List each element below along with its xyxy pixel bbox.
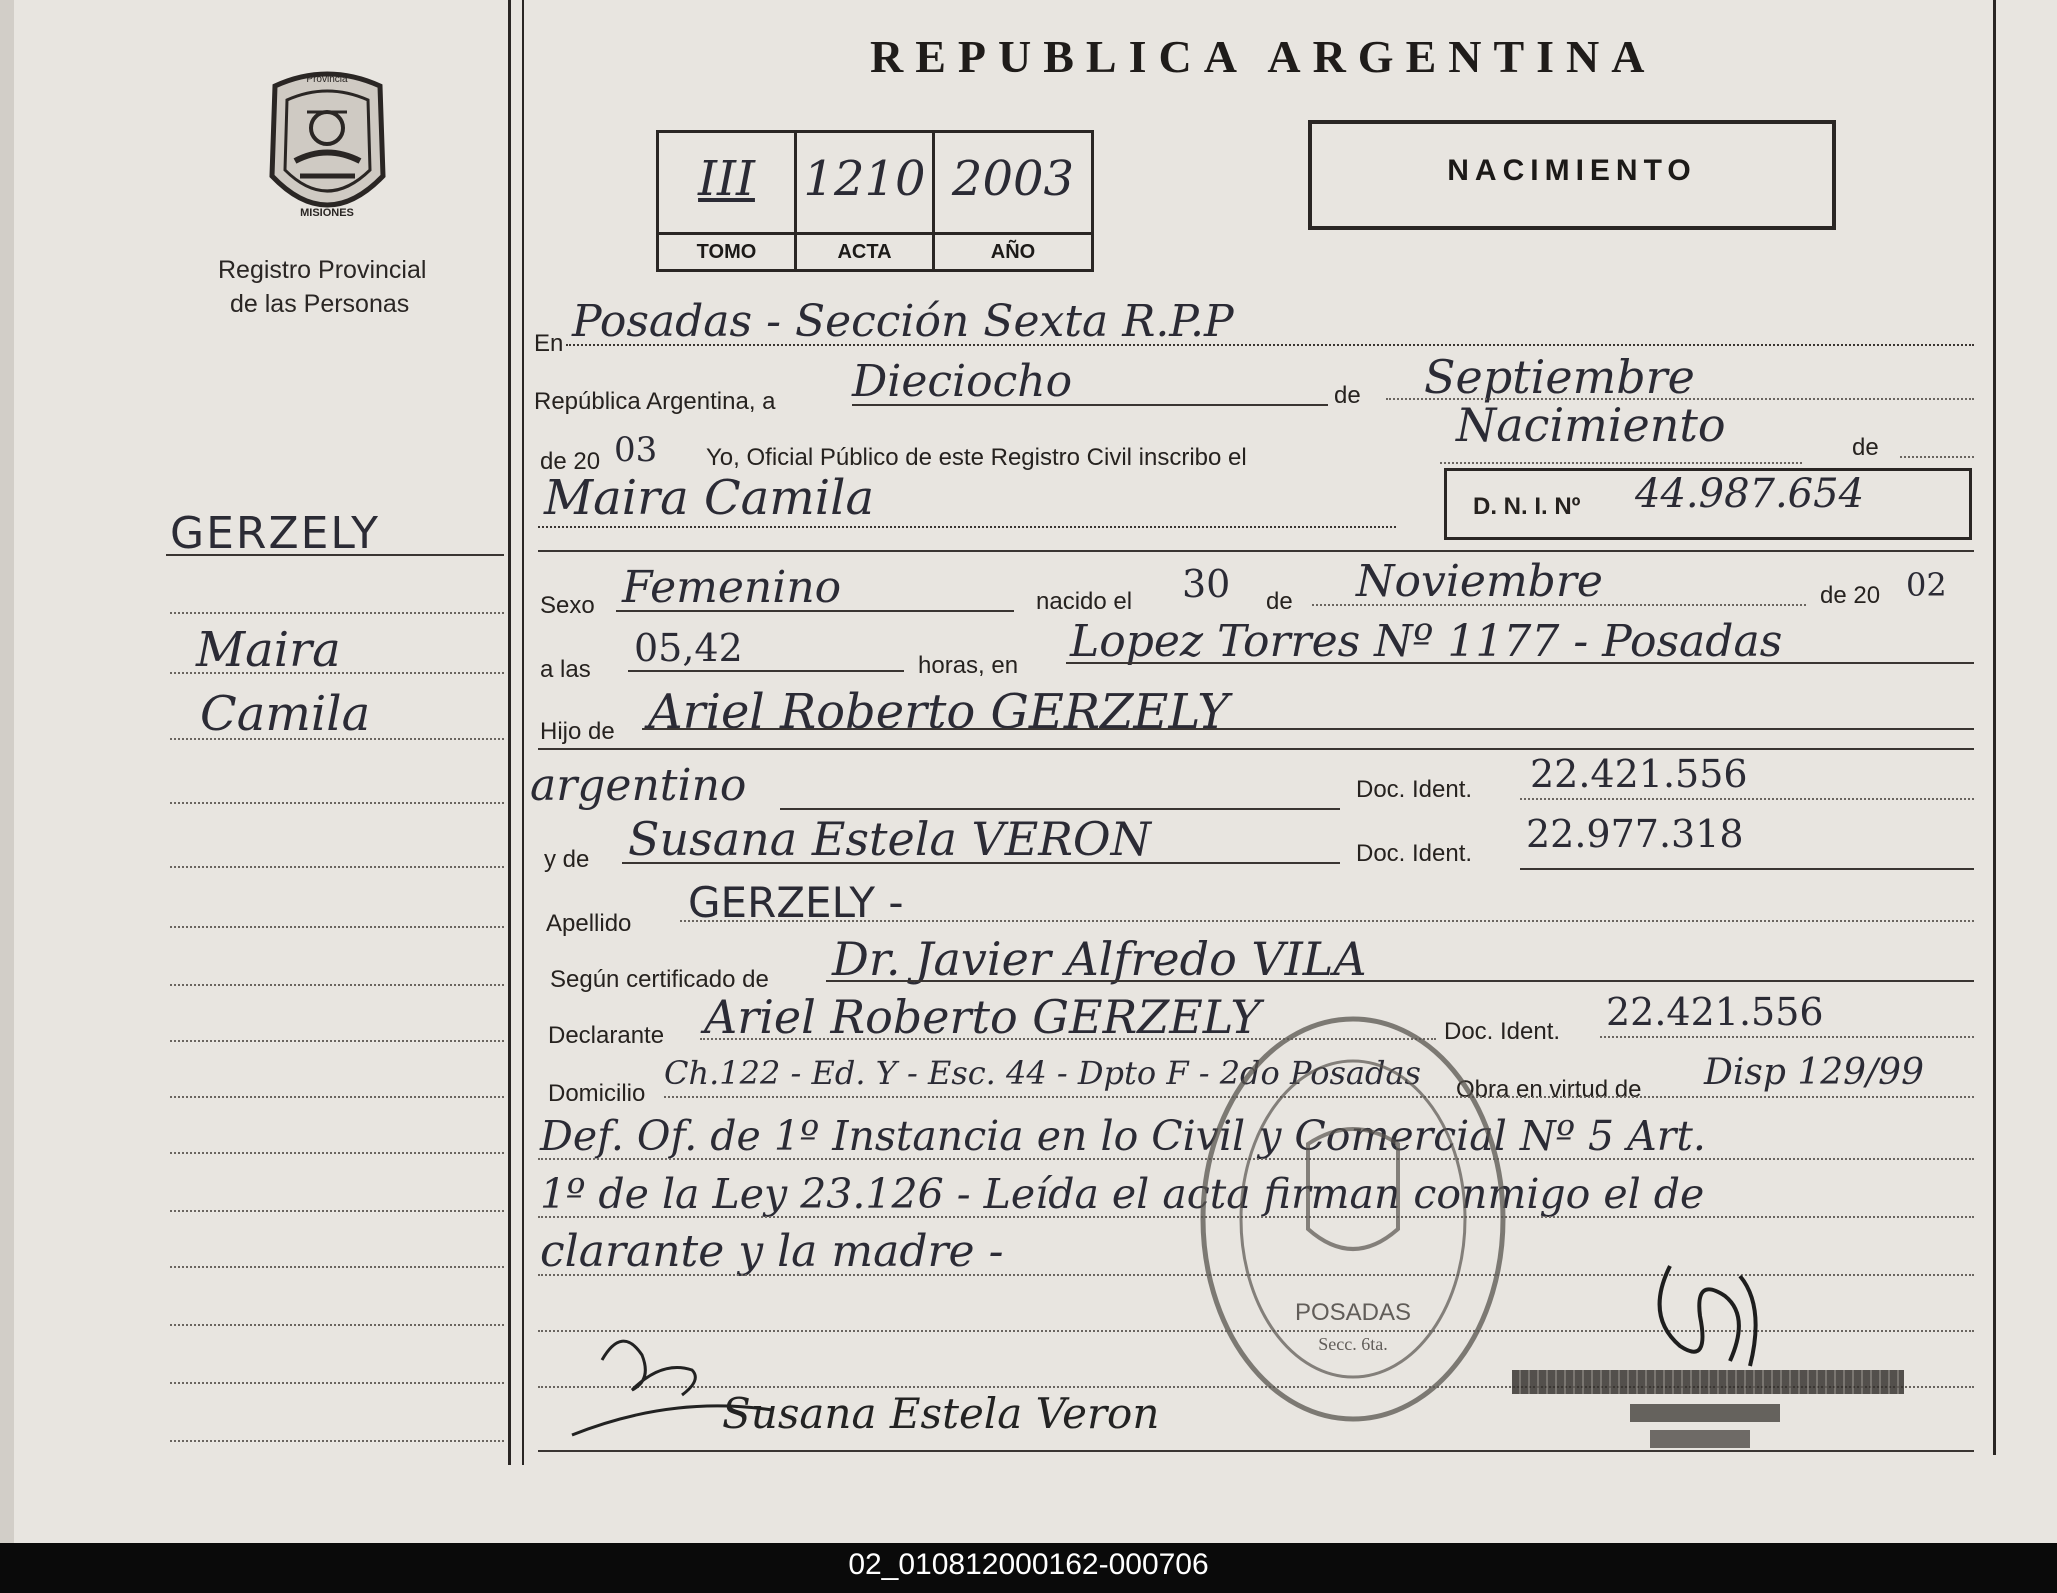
officer-stamp-block <box>1512 1370 1904 1454</box>
right-border <box>1993 0 1996 1455</box>
apellido-line <box>680 920 1974 922</box>
mother-name: Susana Estela VERON <box>628 812 1151 866</box>
margin-line <box>170 802 504 804</box>
ano-label: AÑO <box>935 232 1091 269</box>
event-line <box>1440 462 1802 464</box>
margin-line <box>170 1152 504 1154</box>
rule-line <box>538 748 1974 750</box>
column-divider-main <box>508 0 511 1465</box>
margin-surname-line <box>166 554 504 556</box>
birth-time-line <box>628 670 904 672</box>
margin-line <box>170 1440 504 1442</box>
a-las-label: a las <box>540 656 591 683</box>
margin-line <box>170 1096 504 1098</box>
ano-cell <box>935 133 1091 269</box>
sexo-line <box>616 610 1014 612</box>
horas-label: horas, en <box>918 652 1019 679</box>
birth-month: Noviembre <box>1356 556 1603 607</box>
page-edge <box>0 0 14 1543</box>
note-line-3: clarante y la madre - <box>540 1226 1004 1277</box>
birth-year-prefix: de 20 <box>1820 582 1881 609</box>
apellido-label: Apellido <box>546 910 632 937</box>
year-prefix: de 20 <box>540 448 601 475</box>
acta-cell <box>797 133 935 269</box>
seal-top-text: Provincia <box>306 74 348 85</box>
acta-value: 1210 <box>803 151 926 207</box>
mother-signature <box>552 1320 1312 1450</box>
apellido-value: GERZELY - <box>688 878 904 927</box>
domicilio-label: Domicilio <box>548 1080 646 1107</box>
father-doc-line <box>1520 798 1974 800</box>
margin-line <box>170 1382 504 1384</box>
place-line <box>566 344 1974 346</box>
margin-line <box>170 738 504 740</box>
mother-doc-label: Doc. Ident. <box>1356 840 1473 867</box>
en-label: En <box>534 330 564 357</box>
birth-place-line <box>1066 662 1974 664</box>
tomo-value: III <box>698 151 755 207</box>
obra-value: Disp 129/99 <box>1704 1052 1924 1093</box>
margin-line <box>170 1040 504 1042</box>
margin-line <box>170 1324 504 1326</box>
domicilio-value: Ch.122 - Ed. Y - Esc. 44 - Dpto F - 2do Posadas <box>664 1054 1421 1092</box>
seal-bottom-text: MISIONES <box>300 207 354 219</box>
margin-surname: GERZELY <box>170 508 380 559</box>
dni-value: 44.987.654 <box>1635 471 1865 517</box>
stamp-section: Secc. 6ta. <box>1318 1334 1388 1354</box>
declarante-name: Ariel Roberto GERZELY <box>704 990 1261 1044</box>
note-line-2: 1º de la Ley 23.126 - Leída el acta firman conmigo el de <box>540 1170 1705 1218</box>
declarante-doc: 22.421.556 <box>1606 990 1824 1034</box>
margin-line <box>170 866 504 868</box>
registry-name-line1: Registro Provincial <box>218 256 427 284</box>
sexo-label: Sexo <box>540 592 595 619</box>
month-written: Septiembre <box>1424 350 1695 404</box>
mother-name-line <box>622 862 1340 864</box>
archive-code: 02_010812000162-000706 <box>848 1548 1209 1581</box>
obra-label: Obra en virtud de <box>1456 1076 1642 1103</box>
margin-line <box>170 984 504 986</box>
event-line-tail <box>1900 456 1974 458</box>
child-name-line <box>538 526 1396 528</box>
declarante-label: Declarante <box>548 1022 665 1049</box>
father-doc: 22.421.556 <box>1530 752 1748 796</box>
note-line-1: Def. Of. de 1º Instancia en lo Civil y Comercial Nº 5 Art. <box>540 1112 1706 1160</box>
declarante-doc-label: Doc. Ident. <box>1444 1018 1561 1045</box>
birth-place: Lopez Torres Nº 1177 - Posadas <box>1070 616 1783 667</box>
yo-label: Yo, Oficial Público de este Registro Civil inscribo el <box>706 444 1247 471</box>
certificate-line <box>826 980 1974 982</box>
mother-doc: 22.977.318 <box>1526 812 1744 856</box>
document-title: REPUBLICA ARGENTINA <box>870 31 1657 82</box>
republica-label: República Argentina, a <box>534 388 776 415</box>
nationality-line <box>780 808 1340 810</box>
margin-line <box>170 672 504 674</box>
ano-value: 2003 <box>951 151 1075 207</box>
day-line <box>852 404 1328 406</box>
de-label-3: de <box>1266 588 1293 615</box>
father-name: Ariel Roberto GERZELY <box>648 684 1229 740</box>
place-value: Posadas - Sección Sexta R.P.P <box>572 296 1234 347</box>
margin-given-name-2: Camila <box>200 686 371 742</box>
nacido-label: nacido el <box>1036 588 1133 615</box>
father-nationality: argentino <box>530 760 747 811</box>
mother-doc-line <box>1520 868 1974 870</box>
registry-name-line2: de las Personas <box>230 290 410 318</box>
dni-label: D. N. I. Nº <box>1473 493 1581 520</box>
de-label-2: de <box>1852 434 1879 461</box>
acta-label: ACTA <box>797 232 932 269</box>
de-label-1: de <box>1334 382 1361 409</box>
registration-table <box>656 130 1094 272</box>
mother-signature-text: Susana Estela Veron <box>722 1389 1160 1438</box>
margin-line <box>170 1210 504 1212</box>
birth-month-line <box>1312 604 1806 606</box>
column-divider-margin <box>522 0 524 1465</box>
record-type-box <box>1308 120 1836 230</box>
segun-label: Según certificado de <box>550 966 769 993</box>
officer-signature-icon <box>1640 1256 1780 1386</box>
record-type: NACIMIENTO <box>1447 154 1697 187</box>
day-written: Dieciocho <box>852 356 1073 407</box>
margin-line <box>170 1266 504 1268</box>
dni-box <box>1444 468 1972 540</box>
year-suffix: 03 <box>614 430 658 470</box>
birth-day: 30 <box>1182 562 1231 606</box>
sexo-value: Femenino <box>622 562 842 613</box>
margin-line <box>170 926 504 928</box>
rule-line <box>538 550 1974 552</box>
birth-time: 05,42 <box>634 626 743 670</box>
father-name-line <box>642 728 1974 730</box>
father-doc-label: Doc. Ident. <box>1356 776 1473 803</box>
y-de-label: y de <box>544 846 590 873</box>
tomo-label: TOMO <box>659 232 794 269</box>
margin-line <box>170 612 504 614</box>
declarante-doc-line <box>1600 1036 1974 1038</box>
tomo-cell <box>659 133 797 269</box>
margin-given-name-1: Maira <box>196 622 341 678</box>
child-name: Maira Camila <box>544 470 875 526</box>
certificate-by: Dr. Javier Alfredo VILA <box>832 932 1367 986</box>
birth-year-suffix: 02 <box>1906 566 1947 604</box>
provincial-seal-icon <box>255 66 400 226</box>
event-value: Nacimiento <box>1456 398 1726 452</box>
stamp-city: POSADAS <box>1294 1299 1412 1326</box>
hijo-label: Hijo de <box>540 718 615 745</box>
